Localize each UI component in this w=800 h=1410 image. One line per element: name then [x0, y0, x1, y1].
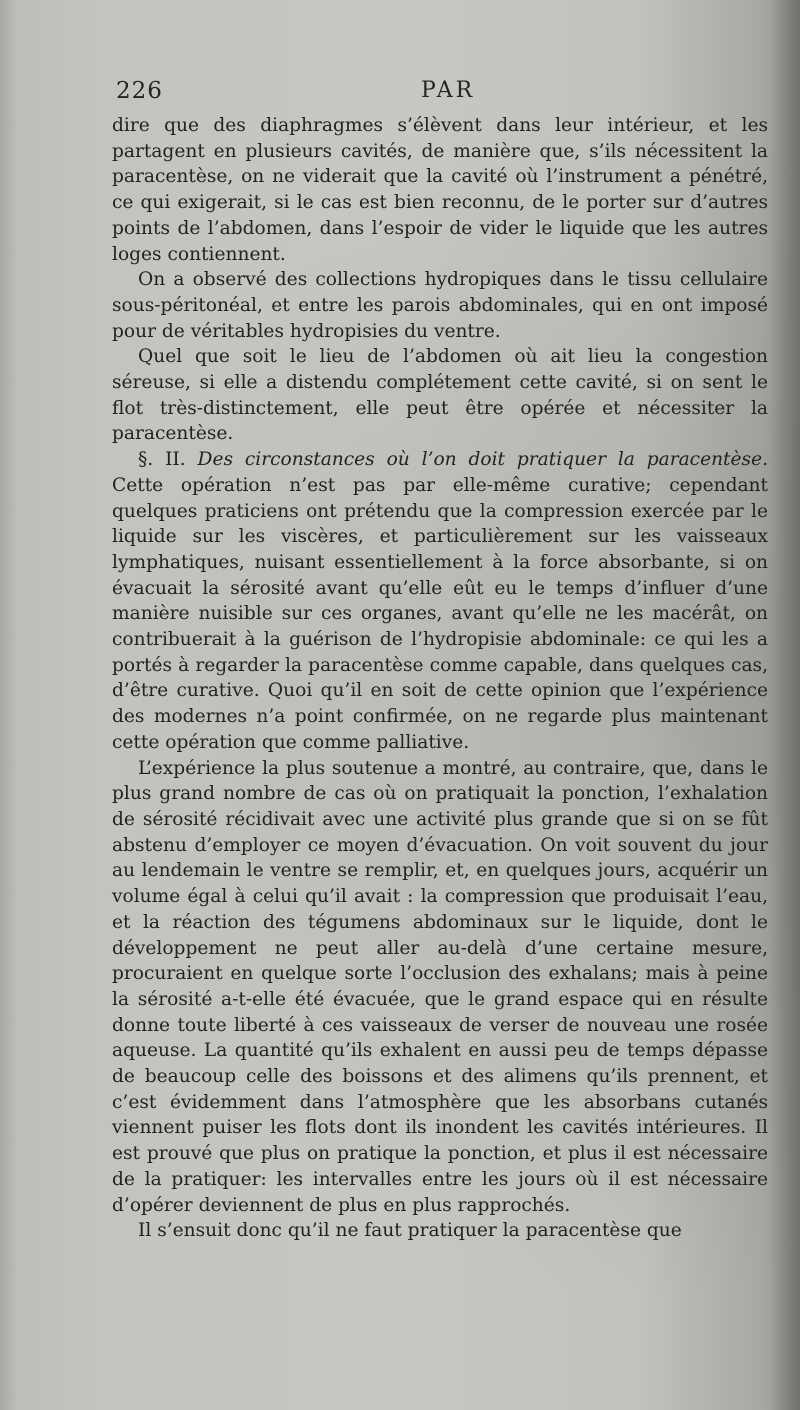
page-fold-shadow	[0, 0, 18, 1410]
page-number: 226	[116, 78, 163, 104]
section-heading-paragraph	[112, 447, 768, 755]
body-text	[112, 113, 768, 1244]
running-head: PAR	[421, 78, 476, 103]
paragraph: Il s’ensuit donc qu’il ne faut pratiquer la paracentèse que	[138, 1220, 682, 1242]
section-marker: §. II.	[138, 449, 186, 471]
section-title: Des circonstances où l’on doit pratiquer la paracentèse.	[197, 449, 768, 471]
paragraph: On a observé des collections hydropiques dans le tissu cellulaire sous-péritonéal, et entre les parois abdominales, qui en ont imposé pour de véritables hydropisies du ventre.	[112, 269, 768, 342]
paragraph: L’expérience la plus soutenue a montré, au contraire, que, dans le plus grand nombre de cas où on pratiquait la ponction, l’exhalation de sérosité récidivait avec une activité plus grande que si on se fût abstenu d’employer ce moyen d’évacuation. On voit souvent du jour au lendemain le ventre se remplir, et, en quelques jours, acquérir un volume égal à celui qu’il avait : la compression que produisait l’eau, et la réaction des tégumens abdominaux sur le liquide, dont le développement ne peut aller au-delà d’une certaine mesure, procuraient en quelque sorte l’occlusion des exhalans; mais à peine la sérosité a-t-elle été évacuée, que le grand espace qui en résulte donne toute liberté à ces vaisseaux de verser de nouveau une rosée aqueuse. La quantité qu’ils exhalent en aussi peu de temps dépasse de beaucoup celle des boissons et des alimens qu’ils prennent, et c’est évidemment dans l’atmosphère que les absorbans cutanés viennent puiser les flots dont ils inondent les cavités intérieures. Il est prouvé que plus on pratique la ponction, et plus il est nécessaire de la pratiquer: les intervalles entre les jours où il est nécessaire d’opérer deviennent de plus en plus rapprochés.	[112, 757, 768, 1216]
paragraph-continuation: dire que des diaphragmes s’élèvent dans leur intérieur, et les partagent en plusieurs cavités, de manière que, s’ils nécessitent la paracentèse, on ne viderait que la cavité où l’instrument a pénétré, ce qui exigerait, si le cas est bien reconnu, de le porter sur d’autres points de l’abdomen, dans l’espoir de vider le liquide que les autres loges contiennent.	[112, 115, 768, 265]
section-paragraph-text: Cette opération n’est pas par elle-même curative; cependant quelques praticiens ont prétendu que la compression exercée par le liquide sur les viscères, et particulièrement sur les vaisseaux lymphatiques, nuisant essentiellement à la force absorbante, si on évacuait la sérosité avant qu’elle eût eu le temps d’influer d’une manière nuisible sur ces organes, avant qu’elle ne les macérât, on contribuerait à la guérison de l’hydropisie abdominale: ce qui les a portés à regarder la paracentèse comme capable, dans quelques cas, d’être curative. Quoi qu’il en soit de cette opinion que l’expérience des modernes n’a point confirmée, on ne regarde plus maintenant cette opération que comme palliative.	[112, 474, 768, 753]
paragraph: Quel que soit le lieu de l’abdomen où ait lieu la congestion séreuse, si elle a distendu complétement cette cavité, si on sent le flot très-distinctement, elle peut être opérée et nécessiter la paracentèse.	[112, 346, 768, 445]
page-edge-shadow	[770, 0, 800, 1410]
page-header	[116, 78, 766, 114]
